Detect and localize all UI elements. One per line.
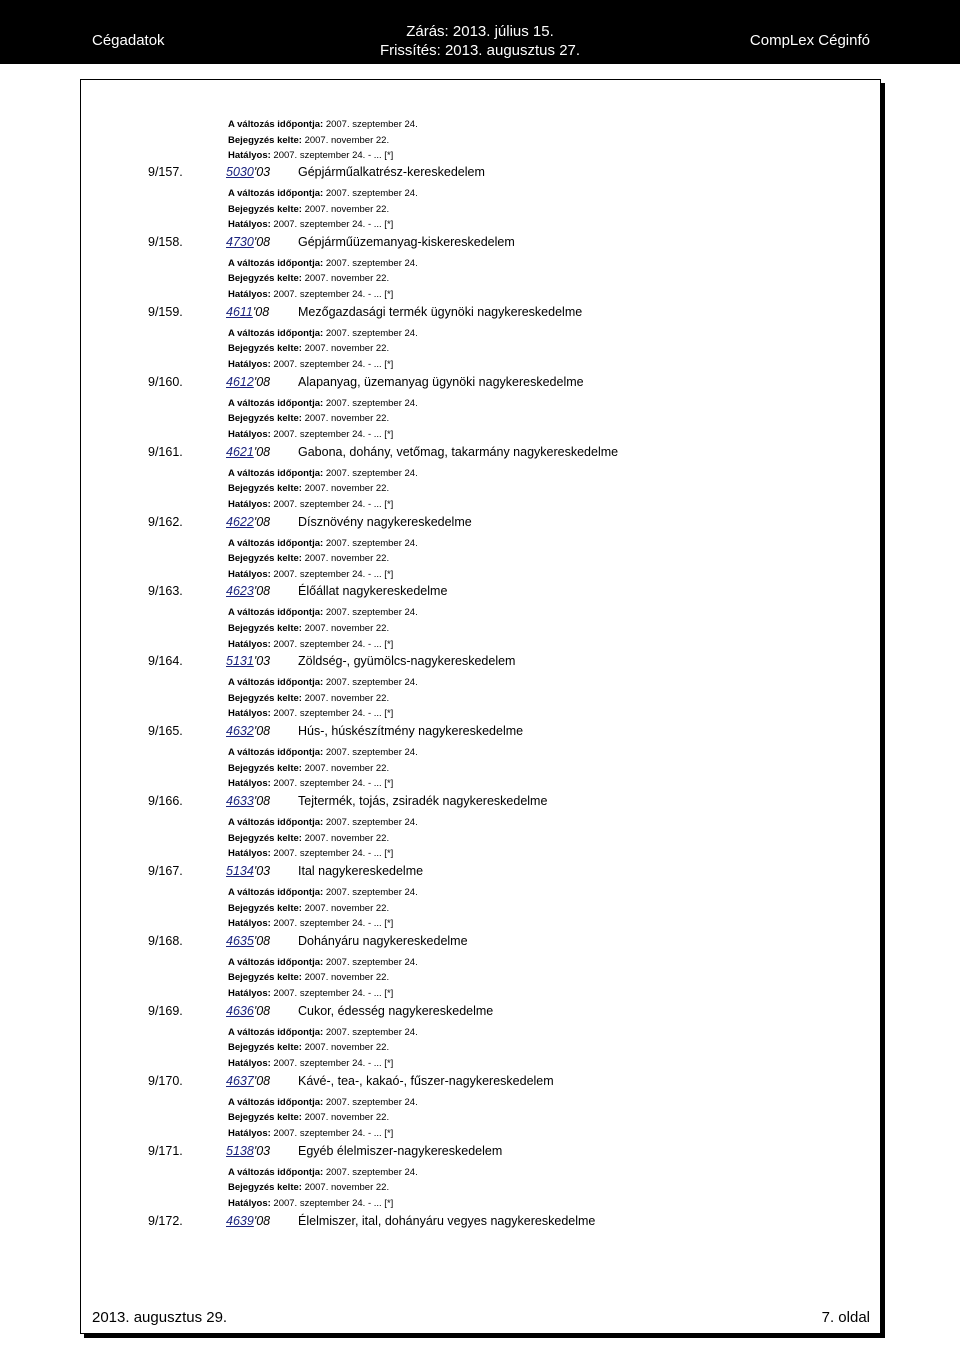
activity-title: Tejtermék, tojás, zsiradék nagykereskedelme: [298, 794, 548, 809]
meta-entry-value: 2007. november 22.: [304, 553, 390, 565]
activity-title: Hús-, húskészítmény nagykereskedelme: [298, 724, 524, 739]
teaor-code-link[interactable]: 4612: [226, 374, 254, 389]
meta-change-label: A változás időpontja:: [228, 397, 324, 409]
meta-entry-value: 2007. november 22.: [304, 134, 390, 146]
entry-row: [148, 654, 848, 672]
meta-valid-value: 2007. szeptember 24. - ... [*]: [273, 289, 394, 301]
entry-meta-block: [228, 536, 418, 583]
meta-valid-value: 2007. szeptember 24. - ... [*]: [273, 848, 394, 860]
meta-entry: [228, 1180, 418, 1196]
meta-change-label: A változás időpontja:: [228, 537, 324, 549]
meta-entry-value: 2007. november 22.: [304, 483, 390, 495]
meta-change: [228, 955, 418, 971]
entry-row: [148, 1074, 848, 1092]
entry-code: [226, 724, 270, 738]
teaor-year: '03: [253, 654, 271, 669]
entry-row: [148, 235, 848, 253]
meta-valid-label: Hatályos:: [228, 638, 271, 650]
teaor-code-link[interactable]: 4632: [226, 724, 254, 739]
meta-valid-value: 2007. szeptember 24. - ... [*]: [273, 219, 394, 231]
teaor-code-link[interactable]: 5134: [226, 864, 254, 878]
entry-number: 9/164.: [148, 654, 183, 669]
meta-change-value: 2007. szeptember 24.: [325, 1026, 418, 1038]
header-left: Cégadatok: [92, 32, 165, 49]
entry-code: [226, 794, 270, 808]
meta-valid-label: Hatályos:: [228, 428, 271, 440]
entry-code: [226, 1214, 270, 1228]
meta-valid-value: 2007. szeptember 24. - ... [*]: [273, 358, 394, 370]
entry-number: 9/160.: [148, 374, 183, 389]
meta-entry-label: Bejegyzés kelte:: [228, 273, 302, 285]
teaor-code-link[interactable]: 4621: [226, 444, 254, 459]
meta-valid: [228, 776, 418, 792]
entry-row: [148, 864, 848, 882]
meta-entry: [228, 481, 418, 497]
entry-code: [226, 445, 270, 459]
meta-valid-value: 2007. szeptember 24. - ... [*]: [273, 1057, 394, 1069]
meta-change: [228, 1095, 418, 1111]
entry-code: [226, 305, 269, 319]
entry-meta-block: [228, 186, 418, 233]
entry-number: 9/159.: [148, 304, 183, 319]
meta-valid: [228, 287, 418, 303]
teaor-year: '08: [253, 234, 271, 249]
meta-entry-label: Bejegyzés kelte:: [228, 413, 302, 425]
meta-valid-value: 2007. szeptember 24. - ... [*]: [273, 638, 394, 650]
teaor-year: '03: [253, 864, 271, 878]
teaor-year: '08: [253, 1073, 271, 1088]
entry-row: [148, 305, 848, 323]
meta-entry: [228, 411, 418, 427]
meta-valid-value: 2007. szeptember 24. - ... [*]: [273, 988, 394, 1000]
meta-valid: [228, 217, 418, 233]
meta-valid-value: 2007. szeptember 24. - ... [*]: [273, 568, 394, 580]
entry-row: [148, 165, 848, 183]
meta-entry: [228, 621, 418, 637]
teaor-code-link[interactable]: 4636: [226, 1003, 254, 1018]
meta-change: [228, 815, 418, 831]
activity-title: Mezőgazdasági termék ügynöki nagykereskedelme: [298, 304, 583, 319]
meta-change-label: A változás időpontja:: [228, 119, 324, 130]
meta-valid: [228, 1056, 418, 1072]
meta-valid-label: Hatályos:: [228, 498, 271, 510]
meta-change-value: 2007. szeptember 24.: [325, 607, 418, 619]
meta-entry-label: Bejegyzés kelte:: [228, 1042, 302, 1054]
meta-valid: [228, 986, 418, 1002]
teaor-year: '08: [252, 304, 270, 319]
entry-meta-block: [228, 885, 418, 932]
meta-change: [228, 466, 418, 482]
meta-change-label: A változás időpontja:: [228, 817, 324, 829]
meta-change-value: 2007. szeptember 24.: [325, 397, 418, 409]
meta-change: [228, 605, 418, 621]
teaor-year: '08: [253, 724, 271, 739]
meta-valid-value: 2007. szeptember 24. - ... [*]: [273, 498, 394, 510]
meta-valid-value: 2007. szeptember 24. - ... [*]: [273, 778, 394, 790]
meta-valid-label: Hatályos:: [228, 708, 271, 720]
meta-change: [228, 1025, 418, 1041]
meta-entry: [228, 271, 418, 287]
meta-valid-label: Hatályos:: [228, 848, 271, 860]
meta-change-value: 2007. szeptember 24.: [325, 817, 418, 829]
meta-change-value: 2007. szeptember 24.: [325, 188, 418, 199]
entry-number: 9/166.: [148, 794, 183, 809]
teaor-year: '08: [253, 374, 271, 389]
teaor-year: '08: [253, 933, 271, 948]
entry-meta-block: [228, 955, 418, 1002]
activity-title: Egyéb élelmiszer-nagykereskedelem: [298, 1143, 503, 1158]
meta-valid-value: 2007. szeptember 24. - ... [*]: [273, 150, 394, 162]
meta-valid-label: Hatályos:: [228, 918, 271, 930]
meta-valid-label: Hatályos:: [228, 289, 271, 301]
teaor-code-link[interactable]: 4637: [226, 1073, 254, 1088]
meta-entry: [228, 133, 418, 149]
meta-valid-label: Hatályos:: [228, 150, 271, 162]
closing-date: Zárás: 2013. július 15.: [406, 23, 554, 40]
meta-change-value: 2007. szeptember 24.: [325, 1166, 418, 1178]
meta-change-value: 2007. szeptember 24.: [325, 537, 418, 549]
meta-change: [228, 536, 418, 552]
meta-change-label: A változás időpontja:: [228, 677, 324, 689]
teaor-year: '08: [253, 514, 271, 529]
meta-entry-value: 2007. november 22.: [304, 902, 390, 914]
meta-change: [228, 745, 418, 761]
entry-row: [148, 724, 848, 742]
entry-number: 9/158.: [148, 234, 183, 249]
activity-title: Alapanyag, üzemanyag ügynöki nagykereskedelme: [298, 374, 584, 389]
entry-meta-block: [228, 1165, 418, 1212]
teaor-code-link[interactable]: 4633: [226, 794, 254, 809]
entry-meta-block: [228, 466, 418, 513]
entry-code: [226, 1004, 270, 1018]
meta-change-label: A változás időpontja:: [228, 327, 324, 339]
activity-title: Cukor, édesség nagykereskedelme: [298, 1003, 494, 1018]
meta-valid: [228, 567, 418, 583]
teaor-code-link[interactable]: 5030: [226, 165, 254, 179]
meta-entry-label: Bejegyzés kelte:: [228, 902, 302, 914]
meta-valid: [228, 427, 418, 443]
footer-page-number: 7. oldal: [821, 1309, 870, 1326]
meta-entry: [228, 551, 418, 567]
meta-change-label: A változás időpontja:: [228, 1096, 324, 1108]
meta-entry-label: Bejegyzés kelte:: [228, 972, 302, 984]
meta-entry: [228, 1110, 418, 1126]
meta-entry-value: 2007. november 22.: [304, 273, 390, 285]
activity-title: Ital nagykereskedelme: [298, 864, 424, 878]
entry-code: [226, 654, 270, 668]
entry-code: [226, 1144, 270, 1158]
meta-entry-value: 2007. november 22.: [304, 692, 390, 704]
entry-row: [148, 1144, 848, 1162]
meta-valid-value: 2007. szeptember 24. - ... [*]: [273, 1197, 394, 1209]
meta-entry-value: 2007. november 22.: [304, 832, 390, 844]
entry-number: 9/163.: [148, 584, 183, 599]
entry-meta-block: [228, 396, 418, 443]
entry-meta-block: [228, 326, 418, 373]
meta-change: [228, 396, 418, 412]
meta-change-label: A változás időpontja:: [228, 956, 324, 968]
activity-title: Gépjárműalkatrész-kereskedelem: [298, 165, 485, 179]
entry-number: 9/157.: [148, 165, 183, 179]
meta-change-label: A változás időpontja:: [228, 1166, 324, 1178]
entry-number: 9/172.: [148, 1213, 183, 1228]
meta-change-value: 2007. szeptember 24.: [325, 257, 418, 269]
meta-entry: [228, 970, 418, 986]
meta-entry: [228, 761, 418, 777]
meta-entry: [228, 1040, 418, 1056]
meta-valid-label: Hatályos:: [228, 1057, 271, 1069]
meta-change-value: 2007. szeptember 24.: [325, 1096, 418, 1108]
meta-valid-value: 2007. szeptember 24. - ... [*]: [273, 428, 394, 440]
meta-entry: [228, 901, 418, 917]
entry-meta-block: [228, 605, 418, 652]
meta-change-label: A változás időpontja:: [228, 607, 324, 619]
entry-number: 9/162.: [148, 514, 183, 529]
entry-number: 9/161.: [148, 444, 183, 459]
meta-valid-value: 2007. szeptember 24. - ... [*]: [273, 1127, 394, 1139]
meta-entry-label: Bejegyzés kelte:: [228, 832, 302, 844]
meta-valid-value: 2007. szeptember 24. - ... [*]: [273, 918, 394, 930]
activity-title: Gabona, dohány, vetőmag, takarmány nagykereskedelme: [298, 444, 619, 459]
meta-change-value: 2007. szeptember 24.: [325, 327, 418, 339]
meta-change-value: 2007. szeptember 24.: [325, 467, 418, 479]
meta-change: [228, 885, 418, 901]
meta-change-label: A változás időpontja:: [228, 887, 324, 898]
teaor-year: '08: [253, 584, 271, 599]
entry-row: [148, 584, 848, 602]
entry-meta-block: [228, 815, 418, 862]
meta-entry-value: 2007. november 22.: [304, 622, 390, 634]
activity-title: Kávé-, tea-, kakaó-, fűszer-nagykereskedelem: [298, 1073, 554, 1088]
entry-code: [226, 934, 270, 948]
footer-date: 2013. augusztus 29.: [92, 1309, 228, 1326]
meta-change: [228, 117, 418, 133]
entry-code: [226, 515, 270, 529]
meta-entry: [228, 202, 418, 218]
meta-entry: [228, 831, 418, 847]
meta-valid-label: Hatályos:: [228, 358, 271, 370]
meta-valid: [228, 846, 418, 862]
meta-entry: [228, 691, 418, 707]
entry-code: [226, 864, 270, 878]
meta-entry-value: 2007. november 22.: [304, 972, 390, 984]
meta-change: [228, 256, 418, 272]
entry-meta-block: [228, 256, 418, 303]
entry-meta-block: [228, 1095, 418, 1142]
entry-number: 9/168.: [148, 933, 183, 948]
entry-code: [226, 375, 270, 389]
entry-row: [148, 934, 848, 952]
meta-change: [228, 326, 418, 342]
meta-change-label: A változás időpontja:: [228, 467, 324, 479]
meta-valid: [228, 497, 418, 513]
entry-code: [226, 584, 270, 598]
meta-entry-label: Bejegyzés kelte:: [228, 692, 302, 704]
meta-change-value: 2007. szeptember 24.: [325, 677, 418, 689]
teaor-code-link[interactable]: 4730: [226, 234, 254, 249]
meta-entry-label: Bejegyzés kelte:: [228, 762, 302, 774]
meta-entry-label: Bejegyzés kelte:: [228, 203, 302, 215]
meta-entry: [228, 341, 418, 357]
entry-row: [148, 375, 848, 393]
entry-row: [148, 1004, 848, 1022]
meta-change-label: A változás időpontja:: [228, 747, 324, 759]
meta-entry-value: 2007. november 22.: [304, 203, 390, 215]
entry-meta-block: [228, 745, 418, 792]
meta-valid-label: Hatályos:: [228, 988, 271, 1000]
meta-valid-label: Hatályos:: [228, 1127, 271, 1139]
meta-valid: [228, 706, 418, 722]
entry-row: [148, 1214, 848, 1232]
entry-number: 9/167.: [148, 864, 183, 878]
meta-entry-value: 2007. november 22.: [304, 413, 390, 425]
meta-entry-value: 2007. november 22.: [304, 762, 390, 774]
meta-change-label: A változás időpontja:: [228, 257, 324, 269]
meta-change-value: 2007. szeptember 24.: [325, 956, 418, 968]
meta-entry-label: Bejegyzés kelte:: [228, 134, 302, 146]
teaor-year: '08: [253, 1213, 271, 1228]
meta-valid-value: 2007. szeptember 24. - ... [*]: [273, 708, 394, 720]
meta-change-value: 2007. szeptember 24.: [325, 887, 418, 898]
meta-change-label: A változás időpontja:: [228, 188, 324, 199]
teaor-code-link[interactable]: 4611: [226, 304, 253, 319]
teaor-year: '03: [253, 1143, 271, 1158]
entry-code: [226, 1074, 270, 1088]
teaor-year: '08: [253, 794, 271, 809]
meta-entry-label: Bejegyzés kelte:: [228, 553, 302, 565]
entry-code: [226, 165, 270, 179]
meta-valid: [228, 916, 418, 932]
teaor-code-link[interactable]: 5131: [226, 654, 254, 669]
teaor-year: '08: [253, 1003, 271, 1018]
meta-valid-label: Hatályos:: [228, 568, 271, 580]
entry-code: [226, 235, 270, 249]
entry-row: [148, 794, 848, 812]
entry-number: 9/171.: [148, 1143, 183, 1158]
meta-valid: [228, 1196, 418, 1212]
activity-title: Zöldség-, gyümölcs-nagykereskedelem: [298, 654, 516, 669]
meta-valid-label: Hatályos:: [228, 778, 271, 790]
teaor-code-link[interactable]: 4635: [226, 933, 254, 948]
teaor-code-link[interactable]: 4622: [226, 514, 254, 529]
activity-title: Dísznövény nagykereskedelme: [298, 514, 472, 529]
teaor-year: '08: [253, 444, 271, 459]
header-right: CompLex Céginfó: [749, 32, 870, 49]
activity-title: Élelmiszer, ital, dohányáru vegyes nagykereskedelme: [298, 1213, 596, 1228]
meta-valid-label: Hatályos:: [228, 1197, 271, 1209]
meta-entry-label: Bejegyzés kelte:: [228, 483, 302, 495]
meta-change-value: 2007. szeptember 24.: [325, 119, 418, 130]
entry-meta-block: [228, 675, 418, 722]
meta-change: [228, 675, 418, 691]
meta-change-value: 2007. szeptember 24.: [325, 747, 418, 759]
activity-title: Dohányáru nagykereskedelme: [298, 933, 468, 948]
activity-title: Élőállat nagykereskedelme: [298, 584, 448, 599]
meta-entry-label: Bejegyzés kelte:: [228, 622, 302, 634]
meta-entry-value: 2007. november 22.: [304, 1182, 390, 1194]
meta-valid: [228, 357, 418, 373]
meta-valid: [228, 637, 418, 653]
entry-number: 9/169.: [148, 1003, 183, 1018]
update-date: Frissítés: 2013. augusztus 27.: [379, 42, 581, 59]
teaor-year: '03: [253, 165, 271, 179]
teaor-code-link[interactable]: 4623: [226, 584, 254, 599]
meta-entry-label: Bejegyzés kelte:: [228, 1182, 302, 1194]
meta-change-label: A változás időpontja:: [228, 1026, 324, 1038]
meta-entry-label: Bejegyzés kelte:: [228, 1112, 302, 1124]
meta-change: [228, 1165, 418, 1181]
entry-meta-block: [228, 1025, 418, 1072]
meta-change: [228, 186, 418, 202]
meta-entry-value: 2007. november 22.: [304, 1042, 390, 1054]
activity-title: Gépjárműüzemanyag-kiskereskedelem: [298, 234, 515, 249]
entry-row: [148, 515, 848, 533]
top-meta-block: [228, 117, 418, 164]
entry-number: 9/170.: [148, 1073, 183, 1088]
teaor-code-link[interactable]: 4639: [226, 1213, 254, 1228]
meta-entry-value: 2007. november 22.: [304, 1112, 390, 1124]
meta-valid: [228, 148, 418, 164]
meta-valid: [228, 1126, 418, 1142]
teaor-code-link[interactable]: 5138: [226, 1143, 254, 1158]
meta-valid-label: Hatályos:: [228, 219, 271, 231]
meta-entry-value: 2007. november 22.: [304, 343, 390, 355]
entry-row: [148, 445, 848, 463]
meta-entry-label: Bejegyzés kelte:: [228, 343, 302, 355]
entry-number: 9/165.: [148, 724, 183, 739]
